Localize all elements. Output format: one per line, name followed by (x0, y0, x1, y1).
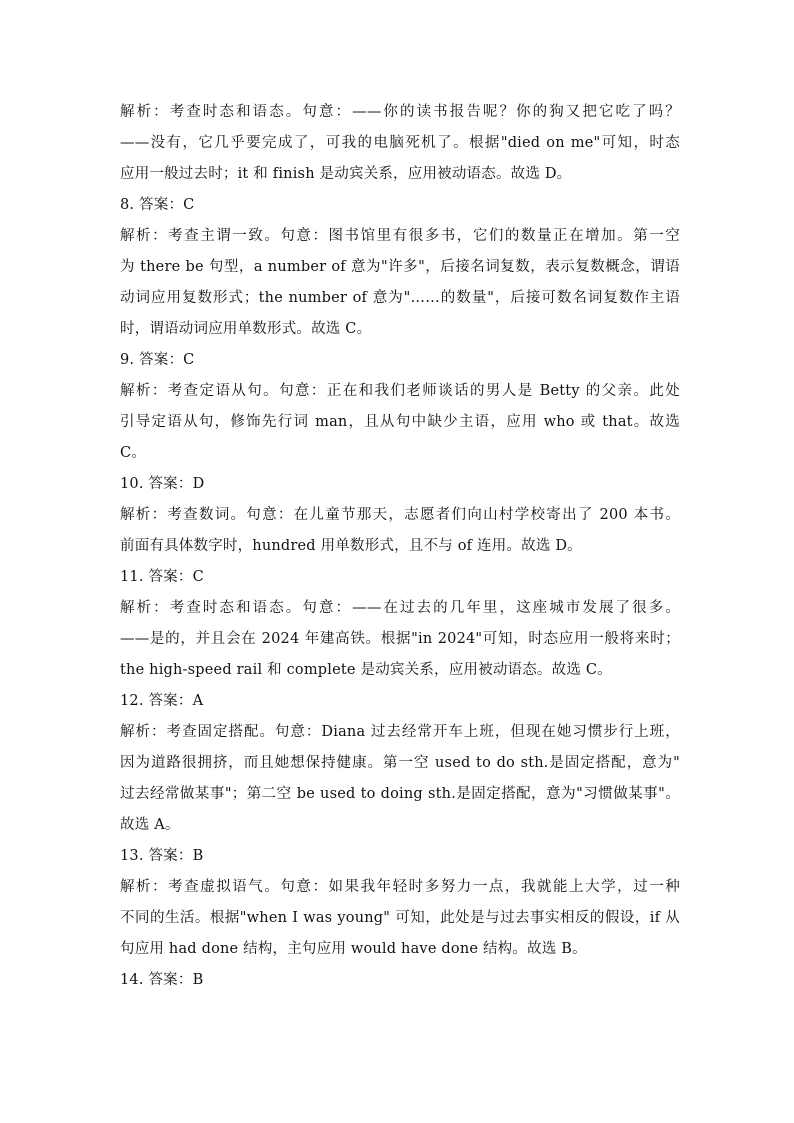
answer-explanations (120, 97, 680, 996)
text-line: 10. 答案：D (120, 476, 205, 492)
text-line: ——没有，它几乎要完成了，可我的电脑死机了。根据"died on me"可知，时态 (120, 135, 680, 151)
text-line: 13. 答案：B (120, 848, 204, 864)
text-line: 故选 A。 (120, 817, 180, 833)
text-line: 解析：考查时态和语态。句意：——你的读书报告呢？你的狗又把它吃了吗？ (120, 104, 680, 120)
text-line: 动词应用复数形式；the number of 意为"……的数量"，后接可数名词复数作主语 (120, 290, 680, 306)
text-line: 过去经常做某事"；第二空 be used to doing sth.是固定搭配，意为"习惯做某事"。 (120, 786, 680, 802)
text-line: 时，谓语动词应用单数形式。故选 C。 (120, 321, 372, 337)
text-line: 解析：考查定语从句。句意：正在和我们老师谈话的男人是 Betty 的父亲。此处 (120, 383, 680, 399)
text-line: 9. 答案：C (120, 352, 195, 368)
text-line: 解析：考查固定搭配。句意：Diana 过去经常开车上班，但现在她习惯步行上班， (120, 724, 680, 740)
text-line: the high-speed rail 和 complete 是动宾关系，应用被动语态。故选 C。 (120, 662, 612, 678)
text-line: 句应用 had done 结构，主句应用 would have done 结构。故选 B。 (120, 941, 587, 957)
text-line: 11. 答案：C (120, 569, 204, 585)
text-line: 不同的生活。根据"when I was young" 可知，此处是与过去事实相反的假设，if 从 (120, 910, 680, 926)
text-line: 解析：考查主谓一致。句意：图书馆里有很多书，它们的数量正在增加。第一空 (120, 228, 680, 244)
text-line: 8. 答案：C (120, 197, 195, 213)
text-line: 应用一般过去时；it 和 finish 是动宾关系，应用被动语态。故选 D。 (120, 166, 572, 182)
text-line: 解析：考查虚拟语气。句意：如果我年轻时多努力一点，我就能上大学，过一种 (120, 879, 680, 895)
text-line: 12. 答案：A (120, 693, 204, 709)
text-line: 解析：考查数词。句意：在儿童节那天，志愿者们向山村学校寄出了 200 本书。 (120, 507, 680, 523)
text-line: 为 there be 句型，a number of 意为"许多"，后接名词复数，表示复数概念，谓语 (120, 259, 680, 275)
text-line: 14. 答案：B (120, 972, 204, 988)
text-line: 解析：考查时态和语态。句意：——在过去的几年里，这座城市发展了很多。 (120, 600, 680, 616)
text-line: 引导定语从句，修饰先行词 man，且从句中缺少主语，应用 who 或 that。故选 (120, 414, 680, 430)
text-line: C。 (120, 445, 146, 461)
text-line: ——是的，并且会在 2024 年建高铁。根据"in 2024"可知，时态应用一般将来时； (120, 631, 680, 647)
text-line: 因为道路很拥挤，而且她想保持健康。第一空 used to do sth.是固定搭配，意为" (120, 755, 680, 771)
text-line: 前面有具体数字时，hundred 用单数形式，且不与 of 连用。故选 D。 (120, 538, 582, 554)
